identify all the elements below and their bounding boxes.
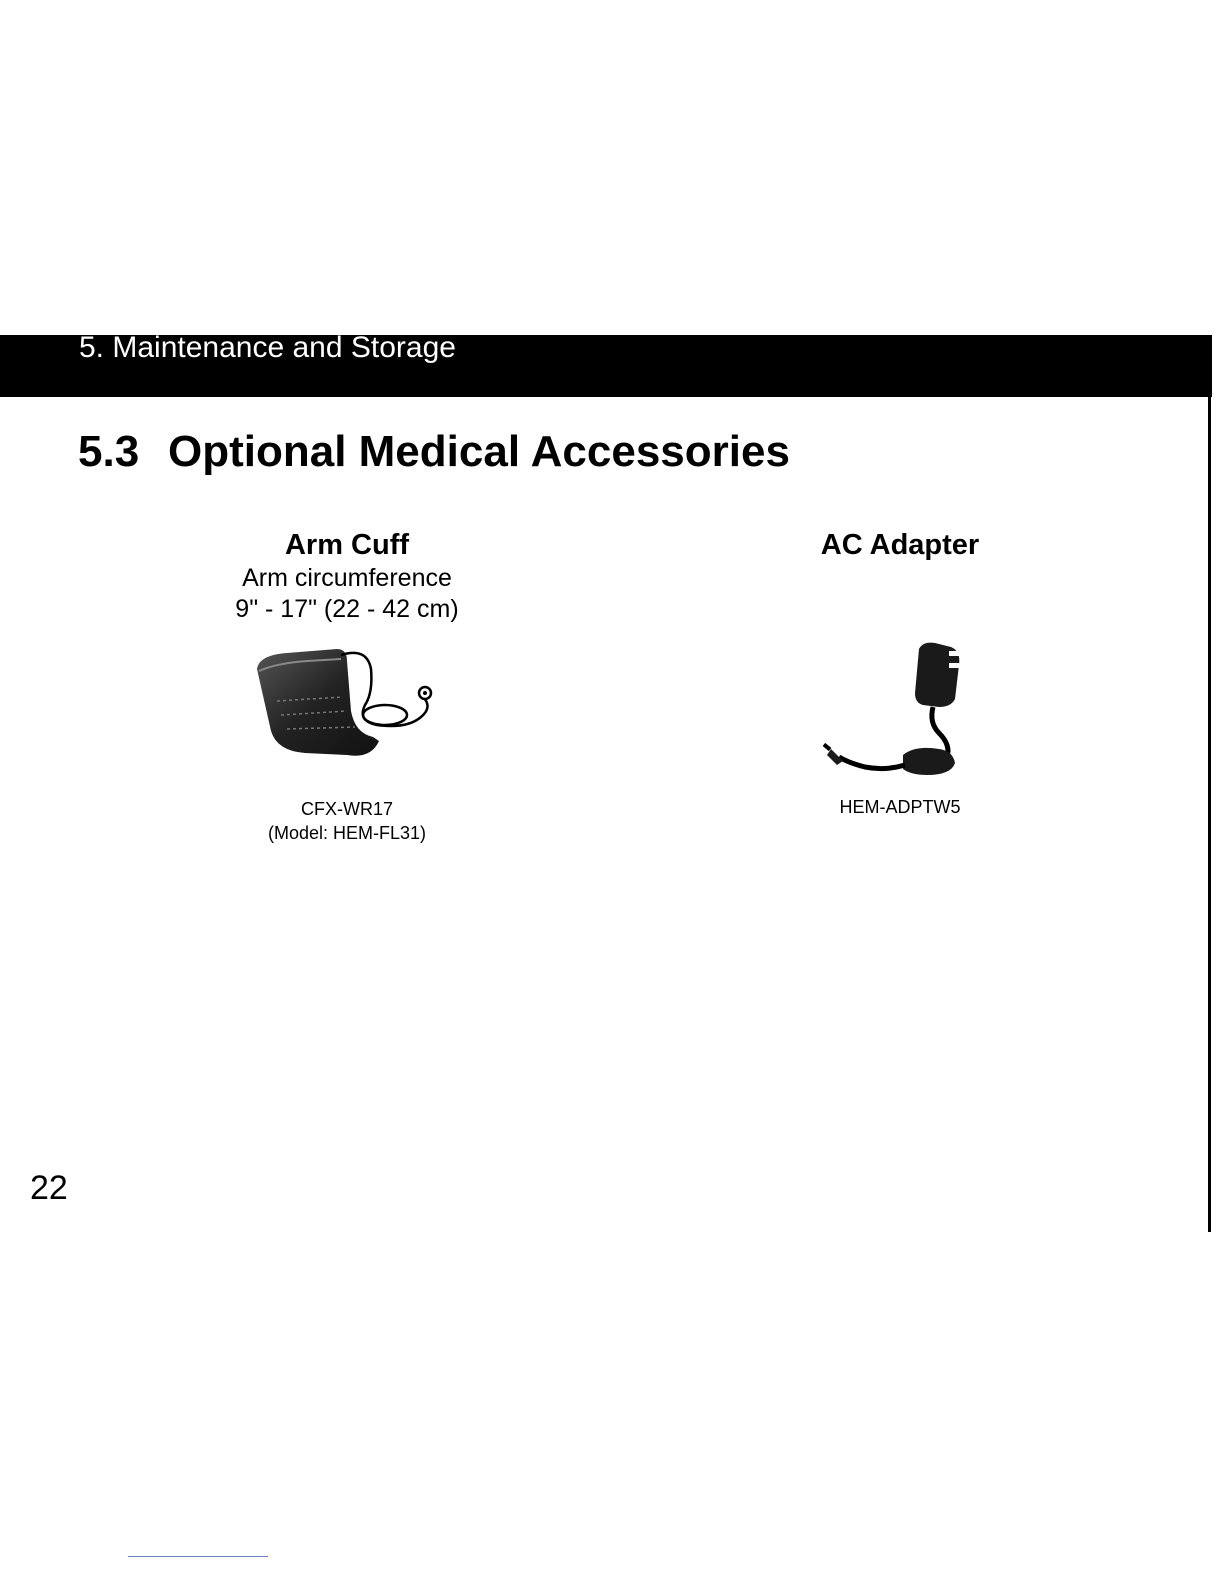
arm-cuff-icon <box>247 641 447 761</box>
page-title-number: 5.3 <box>78 427 140 476</box>
ac-adapter-heading: AC Adapter <box>820 529 980 561</box>
arm-cuff-model-number: CFX-WR17 <box>300 799 393 819</box>
arm-cuff-item <box>180 527 514 845</box>
page-title <box>78 425 790 479</box>
ac-adapter-icon <box>815 637 985 787</box>
arm-cuff-model-name: (Model: HEM-FL31) <box>267 823 427 843</box>
page-title-text: Optional Medical Accessories <box>168 427 790 476</box>
arm-cuff-heading: Arm Cuff <box>284 529 410 561</box>
ac-adapter-item <box>720 527 1080 819</box>
ac-adapter-model-number: HEM-ADPTW5 <box>839 797 961 817</box>
arm-cuff-description-line: Arm circumference <box>242 564 452 592</box>
footer-divider <box>128 1556 268 1557</box>
section-header-label: 5. Maintenance and Storage <box>79 331 456 364</box>
page-number: 22 <box>30 1169 68 1207</box>
arm-cuff-size-range: 9" - 17" (22 - 42 cm) <box>235 595 459 623</box>
page-edge-rule <box>1208 397 1211 1232</box>
